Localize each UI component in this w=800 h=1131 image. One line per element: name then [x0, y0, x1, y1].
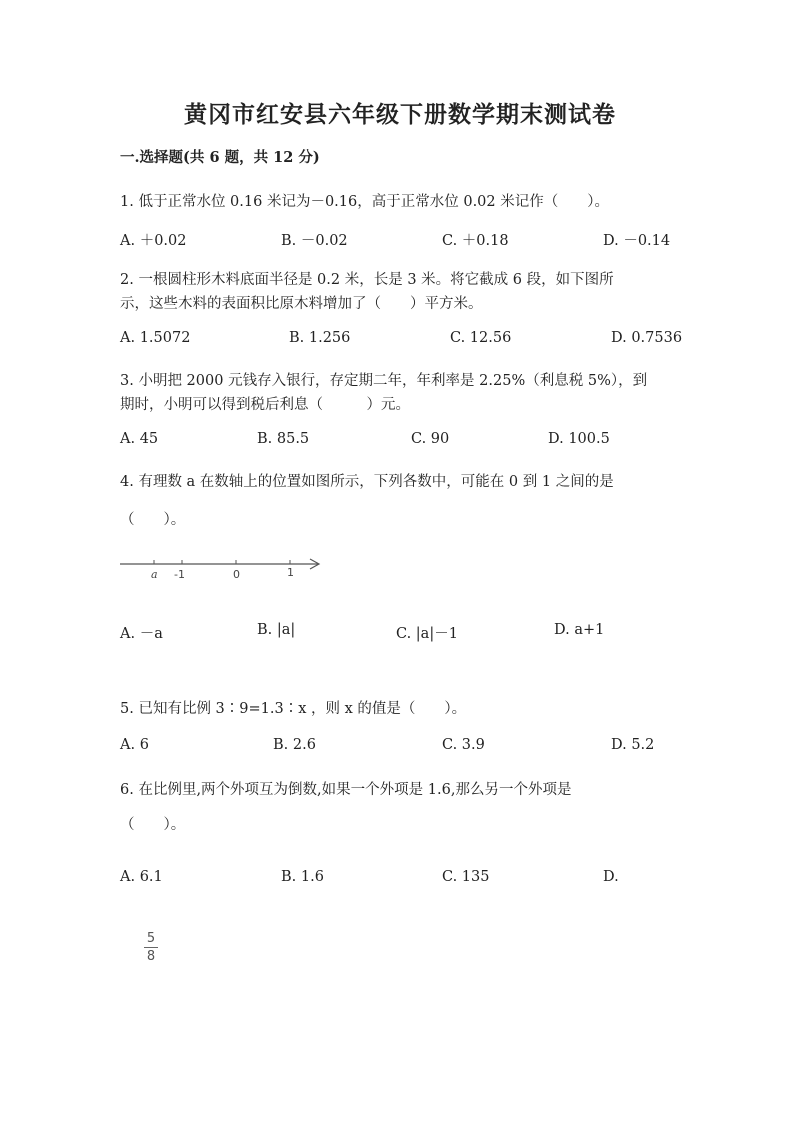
- question-1-option-c: C. ＋0.18: [442, 233, 509, 249]
- question-5-option-b: B. 2.6: [273, 737, 316, 753]
- question-3-text-line-2: 期时，小明可以得到税后利息（ ）元。: [120, 397, 410, 413]
- question-6-option-a: A. 6.1: [120, 869, 163, 885]
- question-3-option-a: A. 45: [120, 431, 159, 447]
- fraction-denominator: 8: [146, 949, 156, 964]
- number-line-figure: [118, 552, 328, 586]
- question-5-option-a: A. 6: [120, 737, 149, 753]
- question-6-option-b: B. 1.6: [281, 869, 324, 885]
- question-4-option-b: B. |a|: [257, 622, 296, 638]
- question-1-option-a: A. ＋0.02: [120, 233, 187, 249]
- question-4-option-d: D. a+1: [554, 622, 605, 638]
- question-5-option-d: D. 5.2: [611, 737, 655, 753]
- label-a: a: [151, 568, 158, 581]
- question-6-text-line-2: （ ）。: [120, 817, 186, 833]
- question-4-option-a: A. －a: [120, 626, 163, 642]
- page-title: 黄冈市红安县六年级下册数学期末测试卷: [184, 101, 616, 128]
- question-6-text-line-1: 6. 在比例里,两个外项互为倒数,如果一个外项是 1.6,那么另一个外项是: [120, 782, 572, 798]
- question-4-text-line-1: 4. 有理数 a 在数轴上的位置如图所示，下列各数中，可能在 0 到 1 之间的是: [120, 474, 614, 490]
- label-minus-1: -1: [174, 568, 185, 581]
- fraction-five-eighths: [144, 932, 158, 964]
- question-5-text: 5. 已知有比例 3∶9=1.3∶x ，则 x 的值是（ ）。: [120, 701, 467, 717]
- question-3-option-c: C. 90: [411, 431, 450, 447]
- question-1-text: 1. 低于正常水位 0.16 米记为－0.16，高于正常水位 0.02 米记作（ ）。: [120, 194, 609, 210]
- question-3-text-line-1: 3. 小明把 2000 元钱存入银行，存定期二年，年利率是 2.25%（利息税 5%），到: [120, 373, 648, 389]
- question-2-text-line-1: 2. 一根圆柱形木料底面半径是 0.2 米，长是 3 米。将它截成 6 段，如下图所: [120, 272, 614, 288]
- question-1-option-b: B. －0.02: [281, 233, 348, 249]
- question-2-option-c: C. 12.56: [450, 330, 512, 346]
- fraction-numerator: 5: [146, 931, 156, 946]
- question-6-option-c: C. 135: [442, 869, 490, 885]
- fraction-bar: [144, 947, 158, 948]
- question-2-option-d: D. 0.7536: [611, 330, 683, 346]
- question-3-option-d: D. 100.5: [548, 431, 610, 447]
- question-6-option-d: D.: [603, 869, 619, 885]
- question-5-option-c: C. 3.9: [442, 737, 485, 753]
- question-4-text-line-2: （ ）。: [120, 512, 186, 528]
- question-2-option-b: B. 1.256: [289, 330, 351, 346]
- question-1-option-d: D. －0.14: [603, 233, 671, 249]
- section-heading: 一.选择题(共 6 题，共 12 分): [120, 149, 320, 166]
- label-1: 1: [287, 566, 294, 579]
- label-0: 0: [233, 568, 240, 581]
- question-2-text-line-2: 示，这些木料的表面积比原木料增加了（ ）平方米。: [120, 296, 483, 312]
- question-4-option-c: C. |a|－1: [396, 626, 458, 642]
- question-2-option-a: A. 1.5072: [120, 330, 191, 346]
- question-3-option-b: B. 85.5: [257, 431, 310, 447]
